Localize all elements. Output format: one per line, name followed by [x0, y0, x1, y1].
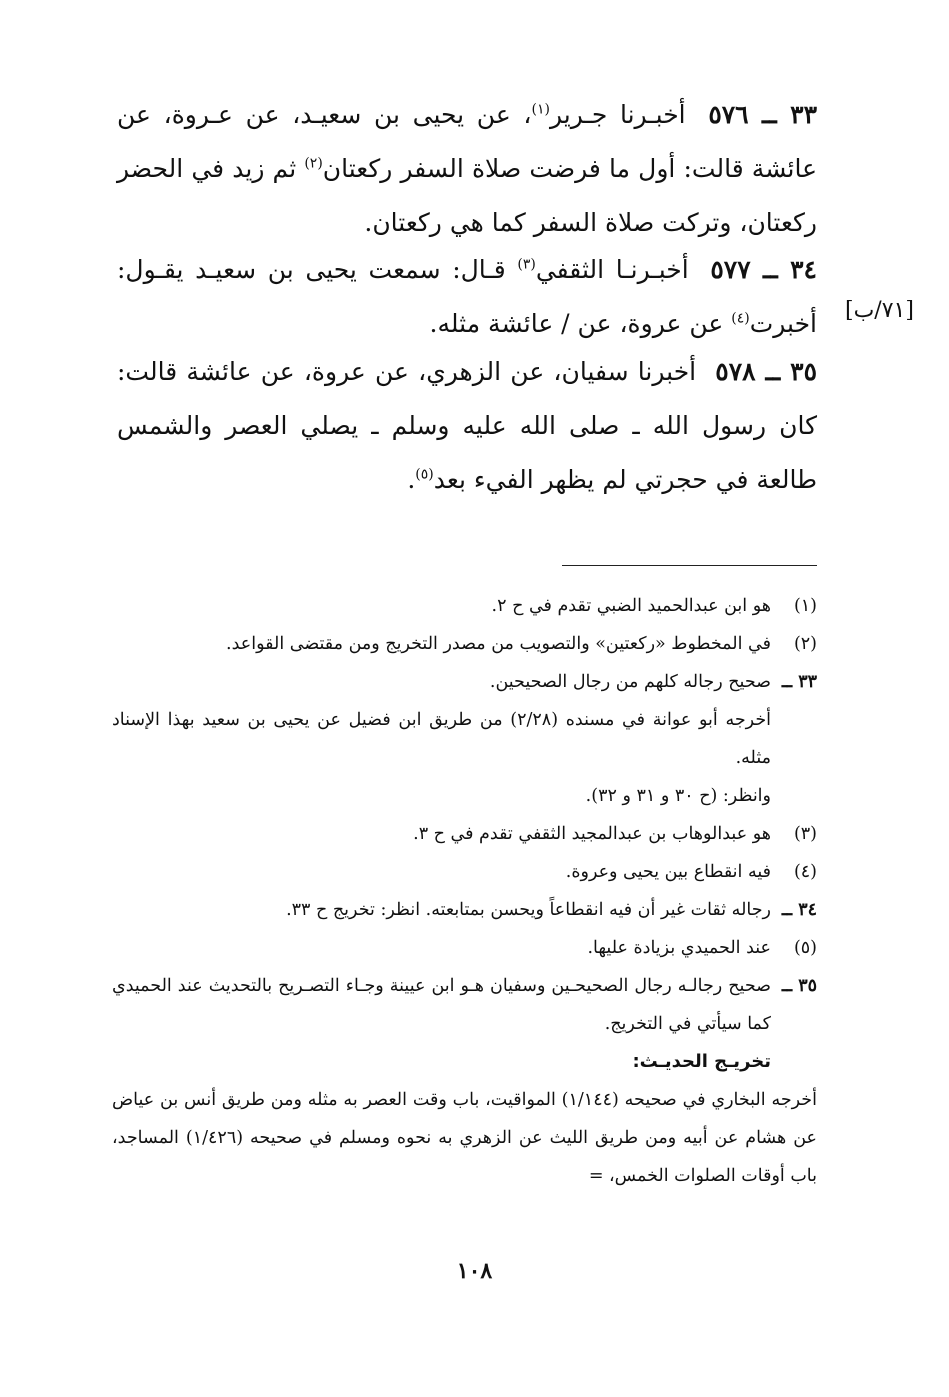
- footnote-number: (٥): [793, 938, 817, 958]
- takhrij-number: ٣٥ ــ: [781, 976, 817, 996]
- footnote-4: [112, 853, 817, 891]
- footnote-number: (٢): [793, 634, 817, 654]
- hadith-number: ٣٤ ــ ٥٧٧: [710, 255, 817, 284]
- takhrij-text: وانظر: (ح ٣٠ و ٣١ و ٣٢).: [585, 786, 771, 806]
- takhrij-heading: تخريـج الحديـث:: [632, 1051, 771, 1072]
- hadith-text: ثم زيد في الحضر ركعتان، وتركت صلاة السفر كما هي ركعتان.: [117, 154, 817, 237]
- takhrij-number: ٣٣ ــ: [781, 672, 817, 692]
- hadith-number: ٣٥ ــ ٥٧٨: [715, 357, 817, 386]
- hadith-577: [117, 243, 817, 351]
- footnote-ref[interactable]: (١): [531, 101, 550, 118]
- hadith-text: أخبـرنا جـرير: [549, 100, 686, 129]
- takhrij-number: ٣٤ ــ: [781, 900, 817, 920]
- footnote-text: فيه انقطاع بين يحيى وعروة.: [565, 862, 771, 882]
- takhrij-text: صحيح رجالـه رجال الصحيحـين وسفيان هـو ابن عيينة وجـاء التصـريح بالتحديث عند الحميدي كما سيأتي في التخريج.: [112, 976, 771, 1034]
- footnote-3: [112, 815, 817, 853]
- hadith-number: ٣٣ ــ ٥٧٦: [708, 100, 817, 129]
- takhrij-text: صحيح رجاله كلهم من رجال الصحيحين.: [489, 672, 771, 692]
- hadith-text: ، عن يحيى بن سعيـد، عن عـروة، عن عائشة قالت: أول ما فرضت صلاة السفر ركعتان: [117, 100, 817, 183]
- footnote-number: (٤): [793, 862, 817, 882]
- hadith-text: أخبرنا سفيان، عن الزهري، عن عروة، عن عائشة قالت: كان رسول الله ـ صلى الله عليه وسلم ـ يصلي العصر والشمس طالعة في حجرتي لم يظهر الفيء بعد: [117, 357, 817, 494]
- page-number: ١٠٨: [456, 1258, 493, 1284]
- takhrij-34: [112, 891, 817, 929]
- footnote-ref[interactable]: (٣): [517, 256, 536, 273]
- hadith-578: [117, 345, 817, 507]
- hadith-576: [117, 88, 817, 250]
- footnote-text: هو عبدالوهاب بن عبدالمجيد الثقفي تقدم في ح ٣.: [413, 824, 771, 844]
- footnote-ref[interactable]: (٥): [415, 466, 434, 483]
- footnote-1: [112, 587, 817, 625]
- hadith-text: أخبـرنـا الثقفي: [535, 255, 689, 284]
- footnotes: [112, 587, 817, 1195]
- hadith-text: عن عروة، عن / عائشة مثله.: [429, 309, 732, 338]
- manuscript-folio-marker: [٧١/ب]: [845, 298, 914, 323]
- footnote-ref[interactable]: (٢): [304, 155, 323, 172]
- hadith-text: .: [407, 465, 416, 494]
- hadith-text: قـال: سمعت يحيى بن سعيـد يقـول: أخبرت: [117, 255, 817, 338]
- footnote-5: [112, 929, 817, 967]
- takhrij-text: أخرجه البخاري في صحيحه (١/١٤٤) المواقيت، باب وقت العصر به مثله ومن طريق أنس بن عياض عن هشام عن أبيه ومن طريق الليث عن الزهري به نحوه ومسلم في صحيحه (١/٤٢٦) المساجد، باب أوقات الصلوات الخمس، =: [112, 1090, 818, 1186]
- footnote-text: في المخطوط «ركعتين» والتصويب من مصدر التخريج ومن مقتضى القواعد.: [226, 634, 771, 654]
- takhrij-text: رجاله ثقات غير أن فيه انقطاعاً ويحسن بمتابعته. انظر: تخريج ح ٣٣.: [286, 900, 771, 920]
- footnote-text: عند الحميدي بزيادة عليها.: [587, 938, 771, 958]
- footnote-2: [112, 625, 817, 663]
- footnote-text: هو ابن عبدالحميد الضبي تقدم في ح ٢.: [491, 596, 771, 616]
- footnote-divider: [562, 565, 817, 566]
- takhrij-33: [112, 663, 817, 701]
- footnote-number: (٣): [793, 824, 817, 844]
- footnote-number: (١): [793, 596, 817, 616]
- footnote-ref[interactable]: (٤): [731, 310, 750, 327]
- takhrij-text: أخرجه أبو عوانة في مسنده (٢/٢٨) من طريق ابن فضيل عن يحيى بن سعيد بهذا الإسناد مثله.: [112, 710, 771, 768]
- takhrij-35: [112, 967, 817, 1043]
